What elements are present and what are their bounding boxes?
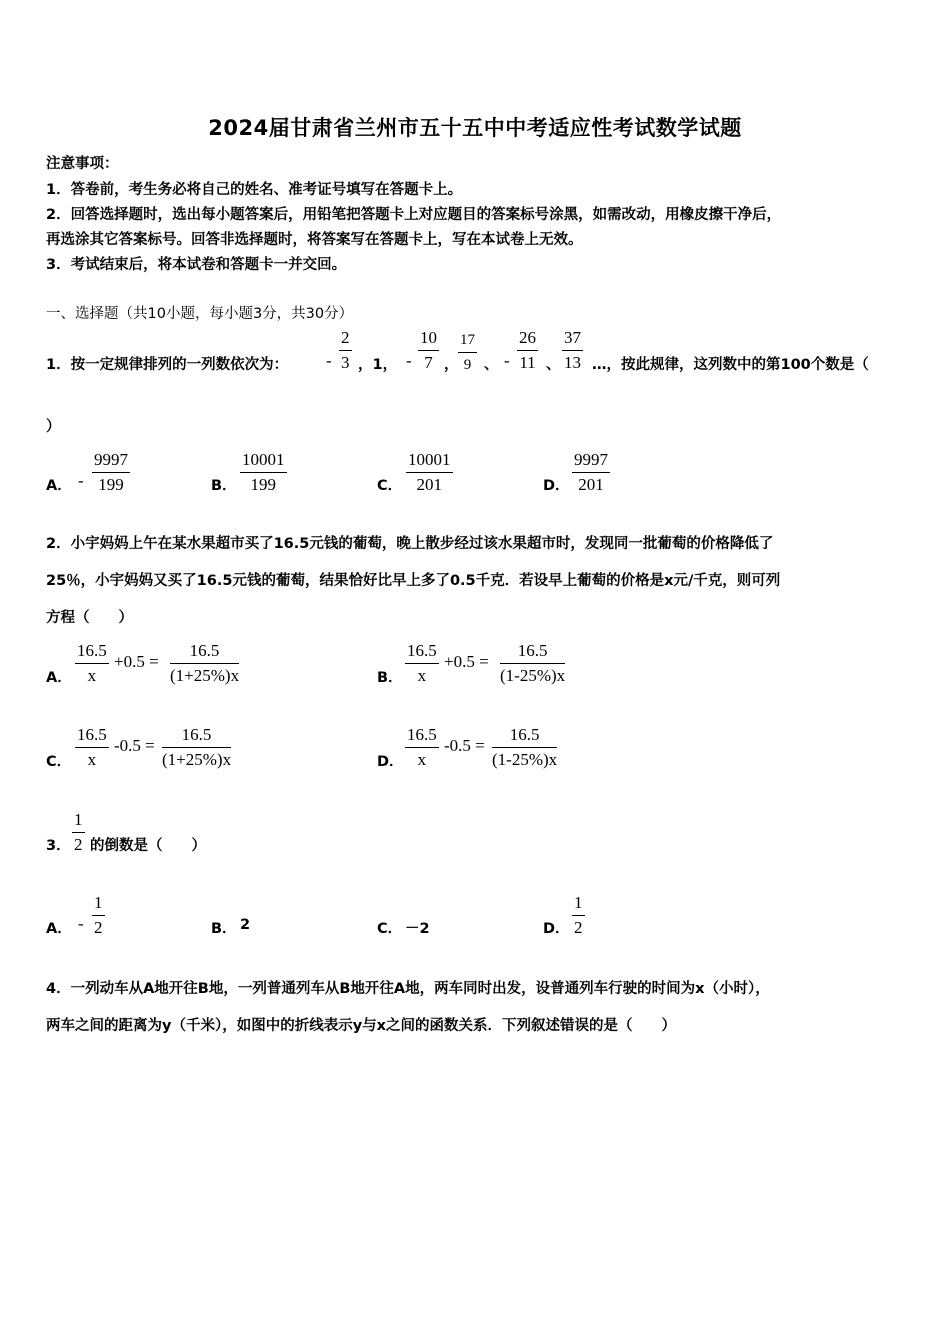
q2-option-d-rden: (1-25%)x (492, 750, 558, 769)
q1-fraction-1 (339, 328, 352, 373)
q1-option-c-num: 10001 (406, 450, 453, 473)
q2-option-a-lden: x (87, 666, 97, 685)
q1-option-d-label: D． (543, 478, 570, 494)
q1-option-c-label: C． (377, 478, 403, 494)
q2-option-a-rnum: 16.5 (170, 641, 239, 664)
q2-option-d-label: D． (377, 754, 404, 770)
q2-option-b-rnum: 16.5 (500, 641, 565, 664)
q1-option-a-fraction (92, 450, 130, 495)
q1-sep-2: ， (444, 357, 459, 373)
q1-option-c-fraction (406, 450, 453, 495)
q1-prefix: 1．按一定规律排列的一列数依次为： (46, 357, 289, 373)
notice-heading: 注意事项： (46, 156, 119, 172)
q3-option-b-label: B． (211, 921, 237, 937)
section-heading: 一、选择题（共10小题，每小题3分，共30分） (46, 306, 354, 322)
q1-fraction-3 (458, 330, 477, 375)
q2-option-b-label: B． (377, 670, 403, 686)
q2-option-c-rden: (1+25%)x (162, 750, 232, 769)
q3-fraction (72, 810, 85, 855)
q2-option-a-lnum: 16.5 (75, 641, 109, 664)
q1-frac4-den: 11 (519, 353, 536, 372)
q2-option-b-lden: x (417, 666, 427, 685)
q1-option-b-label: B． (211, 478, 237, 494)
q1-option-d-den: 201 (578, 475, 604, 494)
q2-option-a-left-fraction (75, 641, 109, 686)
q2-option-c-lnum: 16.5 (75, 725, 109, 748)
q2-line-2: 25％，小宇妈妈又买了16.5元钱的葡萄，结果恰好比早上多了0.5千克．若设早上葡萄的价格是x元/千克，则可列 (46, 573, 781, 589)
q1-frac4-num: 26 (517, 328, 538, 351)
q2-option-a-rden: (1+25%)x (170, 666, 240, 685)
q2-option-b-op: +0.5 = (444, 652, 489, 671)
q4-line-2: 两车之间的距离为y（千米），如图中的折线表示y与x之间的函数关系．下列叙述错误的是（ ） (46, 1018, 677, 1034)
q1-close: ） (46, 419, 61, 435)
q1-frac3-num: 17 (458, 330, 477, 353)
q3-num: 1 (72, 810, 85, 833)
q1-option-a-sign: - (78, 471, 84, 490)
q2-option-a-label: A． (46, 670, 72, 686)
q3-option-c-value: －2 (405, 921, 430, 937)
q2-option-d-lnum: 16.5 (405, 725, 439, 748)
notice-item-2-cont: 再选涂其它答案标号。回答非选择题时，将答案写在答题卡上，写在本试卷上无效。 (46, 232, 583, 248)
q1-frac2-den: 7 (424, 353, 433, 372)
q3-option-d-den: 2 (574, 918, 583, 937)
q1-fraction-4 (517, 328, 538, 373)
q3-option-a-fraction (92, 893, 105, 938)
q3-option-b-value: 2 (240, 917, 251, 933)
q1-option-a-den: 199 (98, 475, 124, 494)
q2-option-d-right-fraction (492, 725, 557, 770)
q1-option-d-num: 9997 (572, 450, 610, 473)
q1-option-b-den: 199 (250, 475, 276, 494)
q2-option-a-right-fraction (170, 641, 239, 686)
q3-option-a-label: A． (46, 921, 72, 937)
notice-item-2: 2．回答选择题时，选出每小题答案后，用铅笔把答题卡上对应题目的答案标号涂黑，如需改动，用橡皮擦干净后， (46, 207, 782, 223)
q3-prefix: 3． (46, 838, 71, 854)
q1-option-b-num: 10001 (240, 450, 287, 473)
q2-option-c-right-fraction (162, 725, 231, 770)
q1-option-a-num: 9997 (92, 450, 130, 473)
q2-line-3: 方程（ ） (46, 610, 133, 626)
page-title: 2024届甘肃省兰州市五十五中中考适应性考试数学试题 (208, 116, 742, 140)
q1-sign-1: - (326, 351, 332, 370)
q2-option-c-left-fraction (75, 725, 109, 770)
q2-option-d-op: -0.5 = (444, 736, 485, 755)
q3-option-d-num: 1 (572, 893, 585, 916)
q2-option-c-lden: x (87, 750, 97, 769)
q1-frac5-den: 13 (564, 353, 581, 372)
q1-option-c-den: 201 (416, 475, 442, 494)
notice-item-1: 1．答卷前，考生务必将自己的姓名、准考证号填写在答题卡上。 (46, 182, 463, 198)
q1-frac1-num: 2 (339, 328, 352, 351)
q2-option-c-rnum: 16.5 (162, 725, 231, 748)
q3-den: 2 (74, 835, 83, 854)
q1-sep-1: ，1， (358, 357, 398, 373)
q3-option-d-fraction (572, 893, 585, 938)
q3-option-c-label: C． (377, 921, 403, 937)
q3-option-a-sign: - (78, 914, 84, 933)
q1-option-d-fraction (572, 450, 610, 495)
q1-sep-3: 、 (484, 357, 499, 373)
q1-sign-3: - (504, 351, 510, 370)
notice-item-3: 3．考试结束后，将本试卷和答题卡一并交回。 (46, 257, 347, 273)
q1-frac5-num: 37 (562, 328, 583, 351)
q3-suffix: 的倒数是（ ） (90, 838, 206, 854)
q1-option-b-fraction (240, 450, 287, 495)
q1-sign-2: - (406, 351, 412, 370)
q1-fraction-2 (418, 328, 439, 373)
q1-fraction-5 (562, 328, 583, 373)
q1-suffix: …，按此规律，这列数中的第100个数是（ (592, 357, 869, 373)
q2-line-1: 2．小宇妈妈上午在某水果超市买了16.5元钱的葡萄，晚上散步经过该水果超市时，发现同一批葡萄的价格降低了 (46, 536, 774, 552)
q1-option-a-label: A． (46, 478, 72, 494)
q3-option-d-label: D． (543, 921, 570, 937)
q3-option-a-den: 2 (94, 918, 103, 937)
q2-option-c-label: C． (46, 754, 72, 770)
q2-option-b-lnum: 16.5 (405, 641, 439, 664)
q2-option-b-left-fraction (405, 641, 439, 686)
q2-option-b-right-fraction (500, 641, 565, 686)
q2-option-a-op: +0.5 = (114, 652, 159, 671)
q2-option-c-op: -0.5 = (114, 736, 155, 755)
q3-option-a-num: 1 (92, 893, 105, 916)
q2-option-d-lden: x (417, 750, 427, 769)
q1-frac2-num: 10 (418, 328, 439, 351)
q2-option-d-left-fraction (405, 725, 439, 770)
q4-line-1: 4．一列动车从A地开往B地，一列普通列车从B地开往A地，两车同时出发，设普通列车行驶的时间为x（小时）， (46, 981, 770, 997)
q1-frac1-den: 3 (341, 353, 350, 372)
q1-sep-4: 、 (546, 357, 561, 373)
q1-frac3-den: 9 (463, 357, 472, 373)
q2-option-d-rnum: 16.5 (492, 725, 557, 748)
q2-option-b-rden: (1-25%)x (500, 666, 566, 685)
